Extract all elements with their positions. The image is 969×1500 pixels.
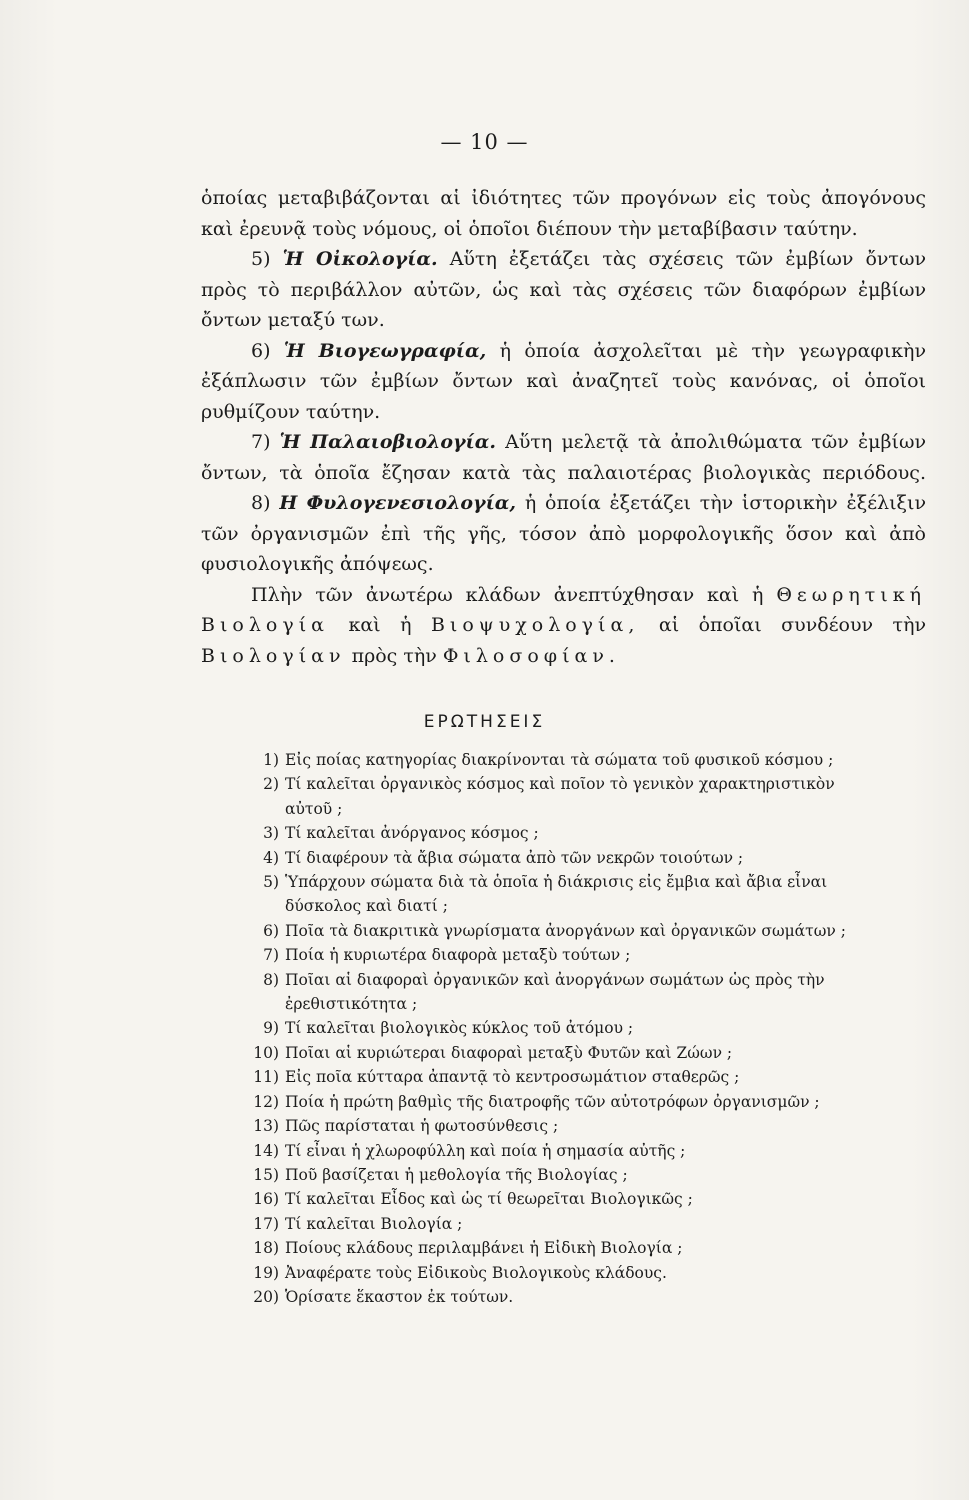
text-span: ἡ ὁποία ἐξετάζει τὴν ἱστορικὴν ἐξέλιξιν [524, 492, 926, 514]
question-text [285, 1261, 928, 1285]
question-item [245, 1212, 928, 1236]
question-line: Εἰς ποίας κατηγορίας διακρίνονται τὰ σώματα τοῦ φυσικοῦ κόσμου ; [285, 751, 834, 769]
branch-heading: Ἡ Οἰκολογία. [282, 248, 438, 270]
question-item [245, 1016, 928, 1040]
question-number: 4) [263, 848, 279, 867]
question-text [285, 1090, 928, 1114]
question-line: ἐρεθιστικότητα ; [285, 995, 418, 1014]
question-line: αὐτοῦ ; [285, 799, 343, 818]
question-line: Ὁρίσατε ἕκαστον ἐκ τούτων. [285, 1287, 514, 1306]
question-number: 2) [263, 775, 279, 794]
branch-heading: Η Φυλογενεσιολογία, [279, 492, 517, 514]
text-line: ὁποίας μεταβιβάζονται αἱ ἰδιότητες τῶν προγόνων εἰς τοὺς ἀπογόνους [201, 187, 926, 209]
question-line: Εἰς ποῖα κύτταρα ἀπαντᾷ τὸ κεντροσωμάτιον σταθερῶς ; [285, 1068, 740, 1087]
question-text [285, 1139, 928, 1163]
question-line: Ποία ἡ πρώτη βαθμὶς τῆς διατροφῆς τῶν αὐτοτρόφων ὀργανισμῶν ; [285, 1092, 820, 1111]
question-line: Πῶς παρίσταται ἡ φωτοσύνθεσις ; [285, 1117, 559, 1136]
paragraph-biogeografia [201, 336, 926, 367]
question-line: Ποῖαι αἱ κυριώτεραι διαφοραὶ μεταξὺ Φυτῶν καὶ Ζώων ; [285, 1043, 733, 1062]
question-line: Ὑπάρχουν σώματα διὰ τὰ ὁποῖα ἡ διάκρισις εἰς ἔμβια καὶ ἄβια εἶναι [285, 873, 828, 892]
question-number: 9) [263, 1019, 279, 1038]
question-item [245, 1163, 928, 1187]
question-item [245, 1261, 928, 1285]
question-line: Τί καλεῖται Βιολογία ; [285, 1214, 463, 1233]
question-item [245, 1065, 928, 1089]
question-item [245, 821, 928, 845]
question-line: δύσκολος καὶ διατί ; [285, 897, 448, 916]
question-number: 5) [263, 873, 279, 892]
question-line: Ἀναφέρατε τοὺς Εἰδικοὺς Βιολογικοὺς κλάδους. [285, 1263, 667, 1282]
question-item [245, 1187, 928, 1211]
item-number: 7) [251, 431, 271, 453]
question-number: 17) [253, 1214, 279, 1233]
question-text [285, 1163, 928, 1187]
question-item [245, 1139, 928, 1163]
text-span: πρὸς τὴν [351, 644, 437, 667]
question-text [285, 1212, 928, 1236]
question-item [245, 772, 928, 821]
question-item [245, 1090, 928, 1114]
question-text [285, 821, 928, 845]
question-item [245, 748, 928, 772]
text-line: ὄντων, τὰ ὁποῖα ἔζησαν κατὰ τὰς παλαιοτέρας βιολογικὰς περιόδους. [201, 461, 926, 484]
question-number: 14) [253, 1141, 279, 1160]
question-number: 15) [253, 1165, 279, 1184]
text-span: Αὕτη μελετᾷ τὰ ἀπολιθώματα τῶν ἐμβίων [505, 431, 927, 453]
question-number: 10) [253, 1043, 279, 1062]
question-number: 18) [253, 1239, 279, 1258]
text-line: καὶ ἐρευνᾷ τοὺς νόμους, οἱ ὁποῖοι διέπουν τὴν μεταβίβασιν ταύτην. [201, 217, 858, 240]
question-number: 7) [263, 946, 279, 965]
spaced-term: Βιοψυχολογία, [430, 614, 640, 636]
question-line: Τί καλεῖται ἀνόργανος κόσμος ; [285, 824, 539, 843]
question-number: 3) [263, 824, 279, 843]
question-item [245, 870, 928, 919]
text-line: ρυθμίζουν ταύτην. [201, 400, 381, 423]
question-text [285, 1236, 928, 1260]
question-number: 13) [253, 1117, 279, 1136]
question-text [285, 943, 928, 967]
question-item [245, 1285, 928, 1309]
spaced-term: Βιολογίαν [201, 644, 346, 667]
text-line: τῶν ὀργανισμῶν ἐπὶ τῆς γῆς, τόσον ἀπὸ μορφολογικῆς ὅσον καὶ ἀπὸ [201, 522, 926, 545]
text-span: Αὕτη ἐξετάζει τὰς σχέσεις τῶν ἐμβίων ὄντων [449, 248, 926, 270]
question-number: 19) [253, 1263, 279, 1282]
question-text [285, 1041, 928, 1065]
question-text [285, 846, 928, 870]
text-span: ἡ ὁποία ἀσχολεῖται μὲ τὴν γεωγραφικὴν [499, 339, 926, 362]
question-text [285, 1187, 928, 1211]
paragraph-palaiobiologia [201, 427, 926, 458]
question-text [285, 772, 928, 821]
spaced-term: Φιλοσοφίαν. [442, 644, 620, 667]
text-line [201, 610, 926, 641]
body-text [201, 183, 926, 671]
paragraph-other-branches [201, 580, 926, 611]
question-number: 20) [253, 1287, 279, 1306]
paragraph-fylogenesiologia [201, 488, 926, 519]
text-span: καὶ ἡ [348, 614, 412, 636]
question-number: 6) [263, 921, 279, 940]
question-line: Τί καλεῖται ὀργανικὸς κόσμος καὶ ποῖον τὸ γενικὸν χαρακτηριστικὸν [285, 775, 835, 794]
question-line: Τί διαφέρουν τὰ ἄβια σώματα ἀπὸ τῶν νεκρῶν τοιούτων ; [285, 848, 744, 867]
questions-list [245, 748, 928, 1309]
text-line: πρὸς τὸ περιβάλλον αὐτῶν, ὡς καὶ τὰς σχέσεις τῶν διαφόρων ἐμβίων [201, 278, 926, 301]
question-number: 16) [253, 1190, 279, 1209]
question-item [245, 1114, 928, 1138]
question-number: 11) [253, 1068, 279, 1087]
text-line: ὄντων μεταξύ των. [201, 309, 385, 331]
question-line: Τί καλεῖται βιολογικὸς κύκλος τοῦ ἀτόμου ; [285, 1019, 634, 1038]
question-number: 8) [263, 970, 279, 989]
question-item [245, 968, 928, 1017]
item-number: 6) [251, 339, 271, 362]
question-text [285, 870, 928, 919]
text-span: Πλὴν τῶν ἀνωτέρω κλάδων ἀνεπτύχθησαν καὶ ἡ [251, 583, 764, 606]
question-line: Ποίους κλάδους περιλαμβάνει ἡ Εἰδικὴ Βιολογία ; [285, 1239, 683, 1258]
item-number: 5) [251, 248, 271, 270]
questions-heading: ΕΡΩΤΗΣΕΙΣ [423, 712, 546, 732]
question-line: Ποῖα τὰ διακριτικὰ γνωρίσματα ἀνοργάνων καὶ ὀργανικῶν σωμάτων ; [285, 921, 846, 940]
question-line: Τί καλεῖται Εἶδος καὶ ὡς τί θεωρεῖται Βιολογικῶς ; [285, 1190, 693, 1209]
page-number: — 10 — [440, 130, 529, 154]
question-number: 1) [263, 751, 279, 769]
paragraph-oikologia [201, 244, 926, 275]
question-text [285, 1065, 928, 1089]
question-item [245, 919, 928, 943]
question-line: Ποῖαι αἱ διαφοραὶ ὀργανικῶν καὶ ἀνοργάνων σωμάτων ὡς πρὸς τὴν [285, 970, 825, 989]
item-number: 8) [251, 492, 271, 514]
question-text [285, 1016, 928, 1040]
spaced-term: Θεωρητική [776, 583, 926, 606]
question-text [285, 919, 928, 943]
question-text [285, 1285, 928, 1309]
question-item [245, 1236, 928, 1260]
text-span: αἱ ὁποῖαι συνδέουν τὴν [658, 614, 926, 636]
question-line: Ποῦ βασίζεται ἡ μεθολογία τῆς Βιολογίας ; [285, 1165, 628, 1184]
question-line: Ποία ἡ κυριωτέρα διαφορὰ μεταξὺ τούτων ; [285, 946, 631, 965]
text-line: φυσιολογικῆς ἀπόψεως. [201, 553, 434, 575]
question-text [285, 748, 928, 772]
spaced-term: Βιολογία [201, 614, 329, 636]
text-line [201, 641, 926, 672]
question-item [245, 1041, 928, 1065]
question-item [245, 943, 928, 967]
question-line: Τί εἶναι ἡ χλωροφύλλη καὶ ποία ἡ σημασία αὐτῆς ; [285, 1141, 686, 1160]
question-text [285, 968, 928, 1017]
question-text [285, 1114, 928, 1138]
branch-heading: Ἡ Παλαιοβιολογία. [279, 431, 496, 453]
branch-heading: Ἡ Βιογεωγραφία, [283, 339, 487, 362]
question-item [245, 846, 928, 870]
text-line: ἐξάπλωσιν τῶν ἐμβίων ὄντων καὶ ἀναζητεῖ τοὺς κανόνας, οἱ ὁποῖοι [201, 370, 926, 392]
question-number: 12) [253, 1092, 279, 1111]
